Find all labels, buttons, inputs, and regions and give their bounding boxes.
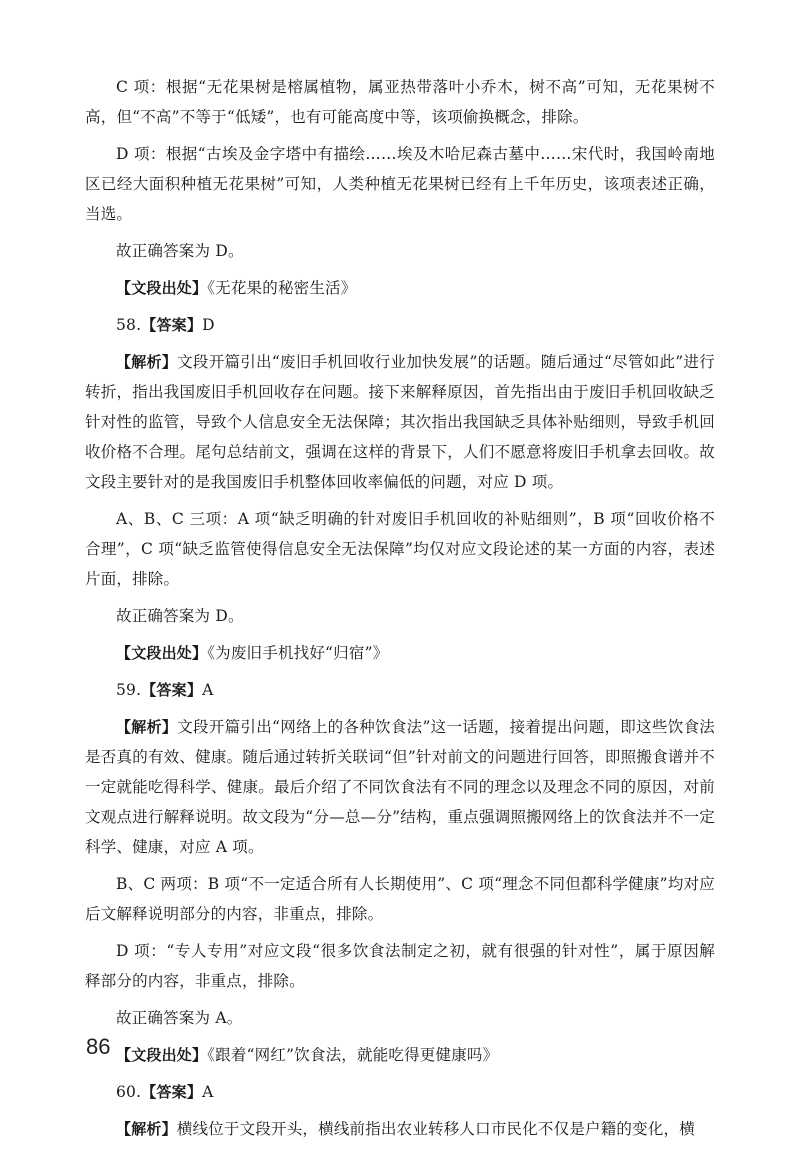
answer-label: 【答案】 bbox=[141, 316, 203, 334]
question-59-analysis: 【解析】文段开篇引出“网络上的各种饮食法”这一话题，接着提出问题，即这些饮食法是否真的有效、健康。随后通过转折关联词“但”针对前文的问题进行回答，即照搬食谱并不一定就能吃得科学、健康。最后介绍了不同饮食法有不同的理念以及理念不同的原因，对前文观点进行解释说明。故文段为“分—总—分”结构，重点强调照搬网络上的饮食法并不一定科学、健康，对应 A 项。 bbox=[85, 718, 715, 856]
answer-label: 【答案】 bbox=[141, 681, 203, 699]
source-line: 【文段出处】《跟着“网红”饮食法，就能吃得更健康吗》 bbox=[116, 1046, 499, 1064]
analysis-label: 【解析】 bbox=[116, 1120, 177, 1138]
answer-conclusion: 故正确答案为 D。 bbox=[116, 242, 244, 260]
question-59-options-bc: B、C 两项：B 项“不一定适合所有人长期使用”、C 项“理念不同但都科学健康”均对应后文解释说明部分的内容，非重点，排除。 bbox=[85, 875, 715, 923]
paragraph-option-c: C 项：根据“无花果树是榕属植物，属亚热带落叶小乔木，树不高”可知，无花果树不高，但“不高”不等于“低矮”，也有可能高度中等，该项偷换概念，排除。 bbox=[85, 78, 715, 126]
paragraph-option-d: D 项：根据“古埃及金字塔中有描绘……埃及木哈尼森古墓中……宋代时，我国岭南地区已经大面积种植无花果树”可知，人类种植无花果树已经有上千年历史，该项表述正确，当选。 bbox=[85, 145, 715, 223]
analysis-label: 【解析】 bbox=[116, 718, 178, 736]
source-line: 【文段出处】《为废旧手机找好“归宿”》 bbox=[116, 644, 389, 662]
document-body bbox=[85, 72, 715, 1151]
question-60-analysis: 【解析】横线位于文段开头，横线前指出农业转移人口市民化不仅是户籍的变化，横 bbox=[116, 1120, 695, 1138]
answer-conclusion: 故正确答案为 D。 bbox=[116, 607, 244, 625]
question-59-answer: 59.【答案】A bbox=[116, 681, 214, 699]
source-label: 【文段出处】 bbox=[116, 279, 208, 297]
answer-label: 【答案】 bbox=[141, 1083, 203, 1101]
source-label: 【文段出处】 bbox=[116, 1046, 208, 1064]
question-60-answer: 60.【答案】A bbox=[116, 1083, 214, 1101]
question-58-analysis: 【解析】文段开篇引出“废旧手机回收行业加快发展”的话题。随后通过“尽管如此”进行转折，指出我国废旧手机回收存在问题。接下来解释原因，首先指出由于废旧手机回收缺乏针对性的监管，导致个人信息安全无法保障；其次指出我国缺乏具体补贴细则，导致手机回收价格不合理。尾句总结前文，强调在这样的背景下，人们不愿意将废旧手机拿去回收。故文段主要针对的是我国废旧手机整体回收率偏低的问题，对应 D 项。 bbox=[85, 353, 715, 491]
question-59-option-d: D 项：“专人专用”对应文段“很多饮食法制定之初，就有很强的针对性”，属于原因解释部分的内容，非重点，排除。 bbox=[85, 942, 715, 990]
question-58-answer: 58.【答案】D bbox=[116, 316, 215, 334]
question-58-options: A、B、C 三项：A 项“缺乏明确的针对废旧手机回收的补贴细则”，B 项“回收价格不合理”，C 项“缺乏监管使得信息安全无法保障”均仅对应文段论述的某一方面的内容，表述片面，排除。 bbox=[85, 510, 715, 588]
source-label: 【文段出处】 bbox=[116, 644, 208, 662]
analysis-label: 【解析】 bbox=[116, 353, 178, 371]
source-line: 【文段出处】《无花果的秘密生活》 bbox=[116, 279, 357, 297]
page-number: 86 bbox=[86, 1034, 111, 1059]
answer-conclusion: 故正确答案为 A。 bbox=[116, 1009, 243, 1027]
